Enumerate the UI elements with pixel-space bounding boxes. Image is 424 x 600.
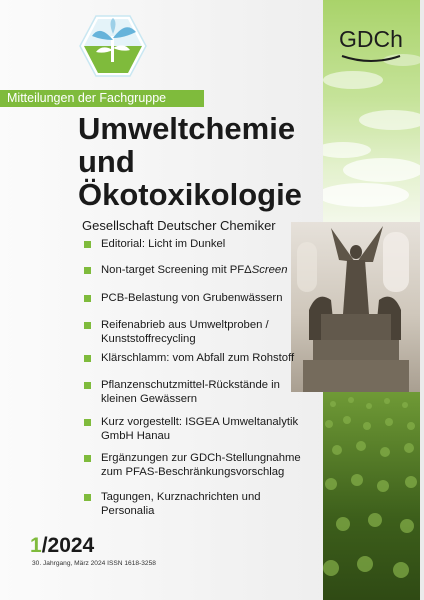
title-line-1: Umweltchemie bbox=[78, 111, 296, 146]
title-line-2: und bbox=[78, 144, 135, 179]
statue-graphic bbox=[291, 222, 420, 392]
toc-item-text: Pflanzenschutzmittel-Rückstände in kleinen Gewässern bbox=[101, 379, 280, 405]
fachgruppe-banner: Mitteilungen der Fachgruppe bbox=[0, 90, 204, 107]
green-bullet-icon bbox=[84, 355, 91, 362]
gdch-logo-text: GDCh bbox=[339, 26, 403, 52]
field-texture bbox=[323, 392, 420, 600]
toc-item-text: Klärschlamm: vom Abfall zum Rohstoff bbox=[101, 352, 295, 364]
toc-item-text bbox=[101, 264, 301, 278]
field-photo bbox=[323, 392, 420, 600]
gdch-swoosh-icon bbox=[334, 26, 408, 70]
angel-statue-photo bbox=[291, 222, 420, 392]
title-line-3: Ökotoxikologie bbox=[78, 177, 302, 212]
plant-icon bbox=[78, 14, 148, 78]
toc-item-text: Reifenabrieb aus Umweltproben / Kunststoffrecycling bbox=[101, 319, 269, 345]
gdch-logo bbox=[334, 26, 408, 70]
toc-item-text-italic: Screen bbox=[251, 264, 288, 276]
toc-item-text: PCB-Belastung von Grubenwässern bbox=[101, 292, 283, 304]
green-bullet-icon bbox=[84, 382, 91, 389]
imprint-line: 30. Jahrgang, März 2024 ISSN 1618-3258 bbox=[32, 560, 156, 567]
toc-item-text-delta: Δ bbox=[244, 264, 252, 276]
toc-item-text-plain: Non-target Screening mit PF bbox=[101, 264, 245, 276]
journal-title bbox=[78, 112, 318, 211]
green-bullet-icon bbox=[84, 419, 91, 426]
toc-item-text: Ergänzungen zur GDCh-Stellungnahme zum PFAS-Beschränkungsvorschlag bbox=[101, 452, 301, 478]
issue-number-digit: 1 bbox=[30, 534, 42, 557]
issue-year: /2024 bbox=[41, 534, 95, 557]
green-bullet-icon bbox=[84, 295, 91, 302]
toc-item-text: Editorial: Licht im Dunkel bbox=[101, 238, 226, 250]
society-name: Gesellschaft Deutscher Chemiker bbox=[82, 218, 276, 233]
green-bullet-icon bbox=[84, 494, 91, 501]
issue-number bbox=[30, 534, 94, 558]
toc-item-text: Tagungen, Kurznachrichten und Personalia bbox=[101, 491, 261, 517]
plant-hexagon-logo bbox=[78, 14, 148, 78]
toc-item-text: Kurz vorgestellt: ISGEA Umweltanalytik GmbH Hanau bbox=[101, 416, 299, 442]
green-bullet-icon bbox=[84, 241, 91, 248]
green-bullet-icon bbox=[84, 267, 91, 274]
green-bullet-icon bbox=[84, 322, 91, 329]
green-bullet-icon bbox=[84, 455, 91, 462]
